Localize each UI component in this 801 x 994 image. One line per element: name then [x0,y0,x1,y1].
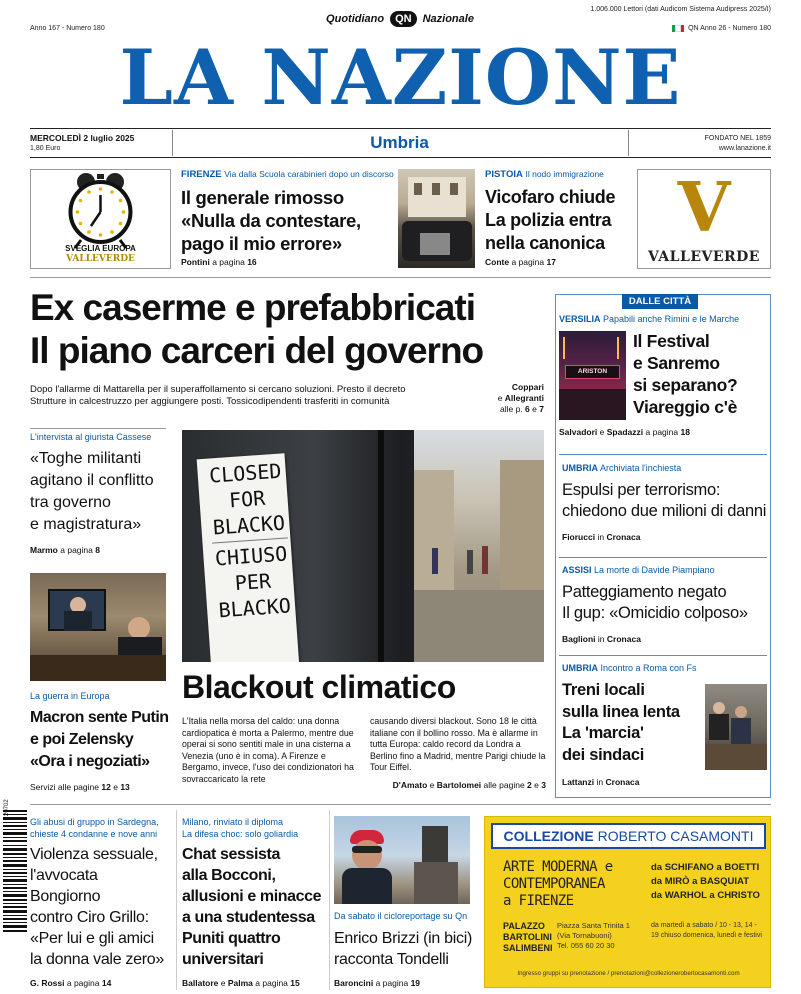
byline-author: G. Rossi [30,978,65,988]
lead-headline[interactable] [30,286,550,372]
qn-issue-text: QN Anno 26 - Numero 180 [688,25,771,32]
byline-page: 8 [95,545,100,555]
ad-sveglia-line1: SVEGLIA EUROPA [65,244,136,253]
sign-line: CLOSED [208,458,283,488]
byline-ref: a pagina [645,427,679,437]
byline-page: 14 [101,978,112,988]
website[interactable]: www.lanazione.it [718,145,771,152]
headline-line: «Ora i negoziati» [30,753,150,770]
byline-author: Bartolomei [436,780,482,790]
headline-blackout[interactable]: Blackout climatico [182,669,456,705]
byline-author: Spadazzi [606,427,644,437]
byline-author: Ballatore [182,978,219,988]
byline-and: e [599,427,605,437]
byline-brizzi [334,978,420,989]
byline-author: Palma [227,978,253,988]
kicker-place: UMBRIA [562,663,598,673]
headline-line: nella canonica [485,233,605,253]
photo-vicofaro[interactable] [398,169,475,268]
headline-line: Patteggiamento negato [562,583,727,601]
byline-treni [562,777,640,788]
byline-page: 18 [680,427,690,437]
edition-name: Umbria [370,133,429,152]
headline-line: Il Festival [633,331,710,351]
byline-page: 16 [247,257,257,267]
casamonti-right-line: da MIRÒ a BASQUIAT [651,876,749,887]
byline-author: Pontini [181,257,210,267]
ariston-sign: ARISTON [577,368,608,375]
kicker-bocconi [182,816,298,840]
headline-treni[interactable] [562,680,680,766]
casamonti-address-line: Piazza Santa Trinita 1 (Via Tornabuoni) [557,921,630,940]
kicker-text: Il nodo immigrazione [525,169,604,179]
kicker-line: Gli abusi di gruppo in Sardegna, [30,817,159,827]
byline-author: Baglioni [562,634,596,644]
byline-festival [559,427,690,438]
headline-line: Chat sessista [182,846,280,863]
byline-ref: a pagina [511,257,545,267]
headline-line: pago il mio errore» [181,233,342,254]
byline-vicofaro [485,257,556,268]
issue-price: 1,80 Euro [30,145,61,152]
byline-and: e [497,393,503,403]
kicker-place: UMBRIA [562,463,598,473]
lead-headline-line-1: Ex caserme e prefabbricati [30,287,475,328]
headline-line: a una studentessa [182,909,315,926]
kicker-text: Papabili anche Rimini e le Marche [603,314,740,324]
byline-author: Salvadori [559,427,598,437]
readership-note: 1.006.000 Lettori (dati Audicom Sistema Audipress 2025/I) [590,6,771,13]
headline-line: e poi Zelensky [30,731,134,748]
italian-flag-icon [672,25,684,32]
kicker-assisi [562,564,715,576]
ad-valleverde[interactable] [637,169,771,269]
qn-issue [672,24,771,33]
casamonti-title [491,826,766,846]
founded-year: FONDATO NEL 1859 [704,135,771,142]
casamonti-right-line: da SCHIFANO a BOETTI [651,862,760,873]
headline-line: Espulsi per terrorismo: [562,481,721,499]
byline-page: 19 [410,978,421,988]
byline-ref: a pagina [255,978,288,988]
casamonti-left-line: CONTEMPORANEA [503,876,605,892]
byline-page: 15 [290,978,300,988]
headline-line: allusioni e minacce [182,888,322,905]
kicker-text: La morte di Davide Piampiano [594,565,715,575]
headline-line: Il gup: «Omicidio colposo» [562,604,748,622]
kicker-pistoia [485,168,604,181]
casamonti-footer: Ingresso gruppi su prenotazione / prenotazioni@collezionerobertocasamonti.com [517,970,740,977]
kicker-text: Archiviata l'inchiesta [600,463,682,473]
headline-bocconi[interactable] [182,844,327,970]
kicker-line: chieste 4 condanne e nove anni [30,829,158,839]
kicker-guerra: La guerra in Europa [30,691,110,701]
qn-logo: QN [390,11,417,27]
photo-macron-call[interactable] [30,573,166,681]
quote-line: tra governo [30,494,111,511]
headline-macron[interactable] [30,707,169,773]
headline-line: universitari [182,951,264,968]
qn-label-right: Nazionale [422,13,474,25]
blackout-sign [202,457,297,623]
byline-bocconi [182,978,300,989]
barcode-icon [3,810,27,932]
byline-ref: Servizi alle pagine [30,782,99,792]
ad-sveglia-line2: VALLEVERDE [66,254,135,264]
headline-line: chiedono due milioni di danni [562,502,767,520]
headline-generale[interactable] [181,186,361,255]
kicker-text: Incontro a Roma con Fs [600,663,697,673]
kicker-line: La difesa choc: solo goliardia [182,829,299,839]
kicker-cassese: L'intervista al giurista Cassese [30,432,152,442]
valleverde-brand: VALLEVERDE [648,249,760,265]
valleverde-logo-icon: V [677,168,731,248]
byline-author: Fiorucci [562,532,596,542]
byline-ref: in [597,634,605,644]
byline-ref: in [597,532,605,542]
lead-byline: Coppari e Allegranti alle p. 6 e 7 [497,382,544,414]
kicker-firenze [181,168,394,181]
qn-label-left: Quotidiano [326,13,385,25]
lead-summary [30,384,485,408]
barcode [3,810,27,932]
byline-author: Lattanzi [562,777,595,787]
byline-blackout: D'Amato e Bartolomei alle pagine 2 e 3 [392,780,546,790]
barcode-text: 20702 [4,799,10,816]
kicker-grillo [30,816,159,840]
byline-and: e [113,782,118,792]
headline-line: Treni locali [562,681,645,699]
byline-author: Allegranti [504,393,544,403]
lead-summary-line: Dopo l'allarme di Mattarella per il superaffollamento si cercano soluzioni. Presto il decreto [30,384,406,395]
casamonti-palazzo: PALAZZO BARTOLINI SALIMBENI [503,921,553,953]
byline-ref: a pagina [60,545,93,555]
kicker-place: FIRENZE [181,169,222,180]
casamonti-title-a: COLLEZIONE [503,828,594,844]
headline-line: e Sanremo [633,353,720,373]
byline-page: 12 [101,782,111,792]
kicker-brizzi: Da sabato il cicloreportage su Qn [334,911,468,921]
headline-line: alla Bocconi, [182,867,276,884]
sign-line: FOR [228,485,266,513]
ad-sveglia-europa[interactable] [30,169,171,269]
byline-section: Cronaca [605,777,640,787]
casamonti-phone: Tel. 055 60 20 30 [557,941,615,950]
headline-line: Macron sente Putin [30,709,169,726]
headline-line: Enrico Brizzi (in bici) [334,930,473,947]
ad-collezione-casamonti[interactable] [484,816,771,988]
headline-line: Bongiorno [30,888,101,905]
photo-ariston[interactable] [559,331,626,420]
quote-cassese[interactable] [30,448,170,536]
byline-page: 2 [527,780,532,790]
byline-page: 7 [539,404,544,414]
casamonti-right-line: da WARHOL a CHRISTO [651,890,760,901]
casamonti-left-line: ARTE MODERNA e [503,859,613,875]
headline-line: Violenza sessuale, [30,846,158,863]
headline-line: Il generale rimosso [181,187,344,208]
headline-line: la donna vale zero» [30,951,164,968]
byline-section: Cronaca [606,532,641,542]
casamonti-address [557,921,643,951]
kicker-place: ASSISI [562,565,592,575]
sign-line: BLACKO [217,593,292,623]
lead-headline-line-2: Il piano carceri del governo [30,330,484,371]
headline-line: Vicofaro chiude [485,187,616,207]
headline-line: Puniti quattro [182,930,281,947]
byline-page: 6 [525,404,530,414]
byline-and: e [429,780,435,790]
kicker-versilia [559,313,739,325]
headline-line: sulla linea lenta [562,702,680,721]
byline-espulsi [562,532,640,543]
headline-line: dei sindaci [562,745,644,764]
byline-section: Cronaca [606,634,641,644]
headline-line: si separano? [633,375,738,395]
qn-masthead [300,8,500,30]
headline-line: l'avvocata [30,867,98,884]
byline-ref: alle pagine [483,780,525,790]
blackout-text-col2: causando diversi blackout. Sono 18 le città italiane con il bollino rosso. Ma è allarme in tutta Europa: caldo record da Londra a Berlino fino a Madrid, mentre Parigi chiude la Tour Eiffel. [370,716,546,772]
kicker-umbria-1 [562,462,681,474]
kicker-place: PISTOIA [485,169,523,180]
blackout-text-col1: L'Italia nella morsa del caldo: una donna cardiopatica è morta a Palermo, mentre due operai si sono sentiti male in una cisterna a Venezia (uno è in coma). A Firenze e Bergamo, invece, l'uso dei condizionatori ha sovraccaricato la rete [182,716,354,784]
sign-line: CHIUSO [214,541,288,571]
byline-author: D'Amato [392,780,428,790]
headline-line: «Per lui e gli amici [30,930,154,947]
byline-page: 13 [120,782,130,792]
casamonti-hours: da martedì a sabato / 10 - 13, 14 - 19 chiuso domenica, lunedì e festivi [651,922,762,939]
byline-author: Baroncini [334,978,374,988]
dalle-citta-label: DALLE CITTÀ [622,294,698,309]
kicker-line: Milano, rinviato il diploma [182,817,284,827]
headline-line: La 'marcia' [562,724,644,742]
headline-line: contro Ciro Grillo: [30,909,149,926]
headline-line: «Nulla da contestare, [181,210,361,231]
photo-sindaci[interactable] [705,684,767,770]
headline-espulsi[interactable] [562,480,766,522]
casamonti-title-b: ROBERTO CASAMONTI [597,828,754,844]
headline-line: Viareggio c'è [633,397,738,417]
kicker-place: VERSILIA [559,314,601,324]
quote-line: agitano il conflitto [30,472,154,489]
lead-summary-line: Strutture in calcestruzzo per aggiungere posti. Tossicodipendenti trasferiti in comunità [30,396,390,407]
headline-piampiano[interactable] [562,582,748,624]
byline-page: 3 [541,780,546,790]
casamonti-left-line: a FIRENZE [503,893,574,909]
headline-line: La polizia entra [485,210,612,230]
headline-festival[interactable] [633,330,737,418]
sign-line: PER [234,568,272,596]
sign-line: BLACKO [212,510,286,540]
headline-brizzi[interactable] [334,928,474,970]
byline-piampiano [562,634,641,645]
byline-generale [181,257,257,268]
headline-grillo[interactable] [30,844,175,970]
byline-cassese [30,545,100,556]
issue-number: Anno 167 - Numero 180 [30,25,105,32]
byline-grillo [30,978,111,989]
byline-ref: in [596,777,604,787]
byline-author: Marmo [30,545,58,555]
byline-ref: a pagina [375,978,409,988]
casamonti-right [651,861,760,903]
byline-macron [30,782,130,793]
issue-date: MERCOLEDÌ 2 luglio 2025 [30,133,135,143]
newspaper-title: LA NAZIONE [119,33,682,122]
byline-author: Conte [485,257,510,267]
byline-page: 17 [546,257,556,267]
photo-blackout[interactable] [182,430,544,662]
kicker-text: Via dalla Scuola carabinieri dopo un discorso [224,169,394,179]
headline-line: racconta Tondelli [334,951,449,968]
byline-and: e [220,978,226,988]
byline-ref: alle p. [499,404,523,414]
headline-vicofaro[interactable] [485,186,615,255]
casamonti-left [503,859,613,910]
byline-ref: a pagina [212,257,245,267]
quote-line: «Toghe militanti [30,450,142,467]
byline-ref: a pagina [66,978,100,988]
photo-brizzi[interactable] [334,816,470,904]
byline-author: Coppari [511,382,544,392]
quote-line: e magistratura» [30,516,142,533]
kicker-umbria-2 [562,662,697,674]
